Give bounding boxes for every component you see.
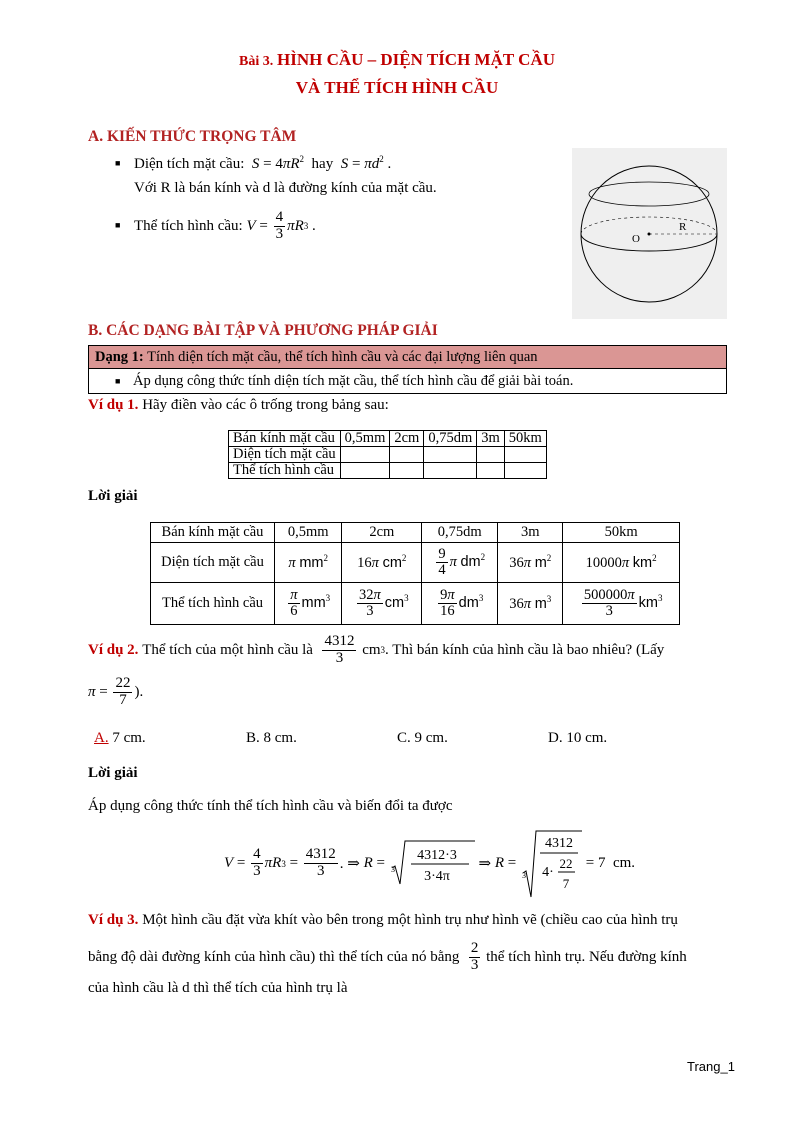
choice-d[interactable]: D. 10 cm. — [548, 730, 608, 746]
ex1-answer-table — [150, 522, 680, 625]
ex3-text1: Một hình cầu đặt vừa khít vào bên trong một hình trụ như hình vẽ (chiều cao của hình trụ — [142, 912, 678, 928]
volume-label: Thể tích hình cầu: — [134, 217, 243, 234]
ex2-solution-label: Lời giải — [88, 765, 138, 781]
table-cell: 0,5mm — [340, 431, 390, 447]
ex2-pi-line: π = $\frac{22}{7}$ ). — [88, 674, 144, 708]
table-cell[interactable] — [424, 447, 477, 463]
table-cell: 0,5mm — [275, 523, 342, 543]
svg-text:3·4π: 3·4π — [423, 868, 450, 884]
bullet-icon: ■ — [115, 158, 121, 168]
ex2-solution-text: Áp dụng công thức tính thể tích hình cầu và biến đổi ta được — [88, 798, 453, 814]
cube-root-2 — [520, 828, 582, 900]
sphere-diagram — [572, 148, 727, 319]
volume-formula-line: Thể tích hình cầu: V = $\frac{4}{3}$ πR 3 . — [134, 208, 316, 242]
area-formula-line: Diện tích mặt cầu: $S = 4\pi R^2$ hay $S = \pi d^2$ . — [134, 154, 392, 172]
table-cell: 0,75dm — [422, 523, 498, 543]
table-cell: Thể tích hình cầu — [151, 583, 275, 625]
table-cell[interactable] — [390, 447, 424, 463]
choice-c[interactable]: C. 9 cm. — [397, 730, 448, 746]
choice-b[interactable]: B. 8 cm. — [246, 730, 297, 746]
table-cell: 3m — [477, 431, 505, 447]
ex1-label: Ví dụ 1. — [88, 397, 139, 413]
table-cell: $\frac{9\pi}{16}$ $dm^3$ — [422, 583, 498, 625]
page-subtitle — [0, 78, 794, 98]
table-cell: 3m — [498, 523, 563, 543]
section-a-heading: A. KIẾN THỨC TRỌNG TÂM — [88, 128, 297, 145]
ex3-line1 — [88, 912, 738, 929]
ex3-line3: của hình cầu là d thì thể tích của hình trụ là — [88, 980, 348, 996]
page-title — [0, 50, 794, 70]
sphere-figure — [572, 148, 727, 319]
table-cell[interactable] — [504, 463, 546, 479]
svg-text:4312: 4312 — [544, 835, 573, 851]
table-cell: $\frac{500000\pi}{3}$ $km^3$ — [563, 583, 680, 625]
table-cell[interactable] — [504, 447, 546, 463]
ex1-line — [88, 397, 389, 414]
ex2-line: Ví dụ 2. Thể tích của một hình cầu là $\frac{4312}{3}$ cm 3 . Thì bán kính của hình cầu là bao nhiêu? (Lấy — [88, 632, 665, 666]
svg-text:4·: 4· — [542, 864, 554, 880]
table-cell: 36π $m^2$ — [498, 543, 563, 583]
table-cell: $\frac{9}{4}$ π $dm^2$ — [422, 543, 498, 583]
table-cell[interactable] — [340, 447, 390, 463]
dang-text: Tính diện tích mặt cầu, thể tích hình cầu và các đại lượng liên quan — [147, 349, 538, 365]
table-cell[interactable] — [390, 463, 424, 479]
radius-label: R — [679, 221, 687, 233]
page-number: Trang_1 — [687, 1059, 735, 1074]
area-or: hay — [311, 156, 334, 172]
choice-a[interactable] — [94, 730, 146, 747]
svg-text:4312·3: 4312·3 — [416, 847, 457, 863]
choice-a-letter: A. — [94, 730, 109, 746]
table-cell: Thể tích hình cầu — [229, 463, 341, 479]
ex1-blank-table — [228, 430, 547, 479]
ex1-solution-label: Lời giải — [88, 488, 138, 504]
ex3-line2: bằng độ dài đường kính của hình cầu) thì thể tích của nó bằng $\frac{2}{3}$ thể tích hình trụ. Nếu đường kính — [88, 939, 687, 973]
title-prefix: Bài 3. — [239, 54, 274, 69]
area-note: Với R là bán kính và d là đường kính của mặt cầu. — [134, 180, 437, 196]
table-cell[interactable] — [477, 447, 505, 463]
title-line2: VÀ THỂ TÍCH HÌNH CẦU — [295, 78, 499, 97]
dang-label: Dạng 1: — [95, 349, 144, 365]
title-line1: HÌNH CẦU – DIỆN TÍCH MẶT CẦU — [276, 50, 555, 69]
table-cell: Diện tích mặt cầu — [151, 543, 275, 583]
ex3-text2a: bằng độ dài đường kính của hình cầu) thì thể tích của nó bằng — [88, 948, 460, 965]
table-cell: 2cm — [342, 523, 422, 543]
table-cell: 36π $m^3$ — [498, 583, 563, 625]
svg-text:7: 7 — [562, 875, 570, 891]
table-cell: 0,75dm — [424, 431, 477, 447]
table-cell: 16π $cm^2$ — [342, 543, 422, 583]
area-label: Diện tích mặt cầu: — [134, 156, 245, 172]
center-label: O — [632, 233, 640, 245]
ex2-label: Ví dụ 2. — [88, 641, 139, 658]
table-cell: 2cm — [390, 431, 424, 447]
svg-text:3: 3 — [521, 870, 526, 880]
table-cell: Diện tích mặt cầu — [229, 447, 341, 463]
choice-a-text: 7 cm. — [112, 730, 146, 746]
ex3-text2b: thể tích hình trụ. Nếu đường kính — [486, 948, 687, 965]
dang-method: Áp dụng công thức tính diện tích mặt cầu, thể tích hình cầu để giải bài toán. — [133, 373, 574, 389]
table-cell: 50km — [563, 523, 680, 543]
dang-title-row — [89, 346, 726, 369]
table-cell[interactable] — [340, 463, 390, 479]
table-cell: 10000π $km^2$ — [563, 543, 680, 583]
cube-root-1 — [389, 838, 475, 890]
ex2-text-a: Thể tích của một hình cầu là — [142, 641, 313, 658]
table-cell[interactable] — [424, 463, 477, 479]
table-cell: $\frac{\pi}{6}$ $mm^3$ — [275, 583, 342, 625]
svg-text:22: 22 — [559, 855, 573, 871]
bullet-icon: ■ — [115, 220, 121, 230]
dang-box — [88, 345, 727, 394]
ex1-text: Hãy điền vào các ô trống trong bảng sau: — [142, 397, 389, 413]
table-cell: Bán kính mặt cầu — [151, 523, 275, 543]
table-cell: Bán kính mặt cầu — [229, 431, 341, 447]
dang-method-row — [89, 369, 726, 393]
table-cell: $\frac{32\pi}{3}$ $cm^3$ — [342, 583, 422, 625]
ex2-text-b: . Thì bán kính của hình cầu là bao nhiêu? (Lấy — [385, 641, 665, 658]
ex2-equation: V = $\frac{4}{3}$ πR 3 = $\frac{4312}{3}$ . ⇒ R = 3 4312·3 3·4π ⇒ R = 3 4312 4· 22 7 = 7 cm. — [224, 826, 635, 901]
table-cell: π $mm^2$ — [275, 543, 342, 583]
svg-text:3: 3 — [390, 864, 395, 874]
table-cell: 50km — [504, 431, 546, 447]
bullet-icon: ■ — [115, 376, 121, 386]
table-cell[interactable] — [477, 463, 505, 479]
ex3-label: Ví dụ 3. — [88, 912, 139, 928]
section-b-heading: B. CÁC DẠNG BÀI TẬP VÀ PHƯƠNG PHÁP GIẢI — [88, 322, 438, 339]
